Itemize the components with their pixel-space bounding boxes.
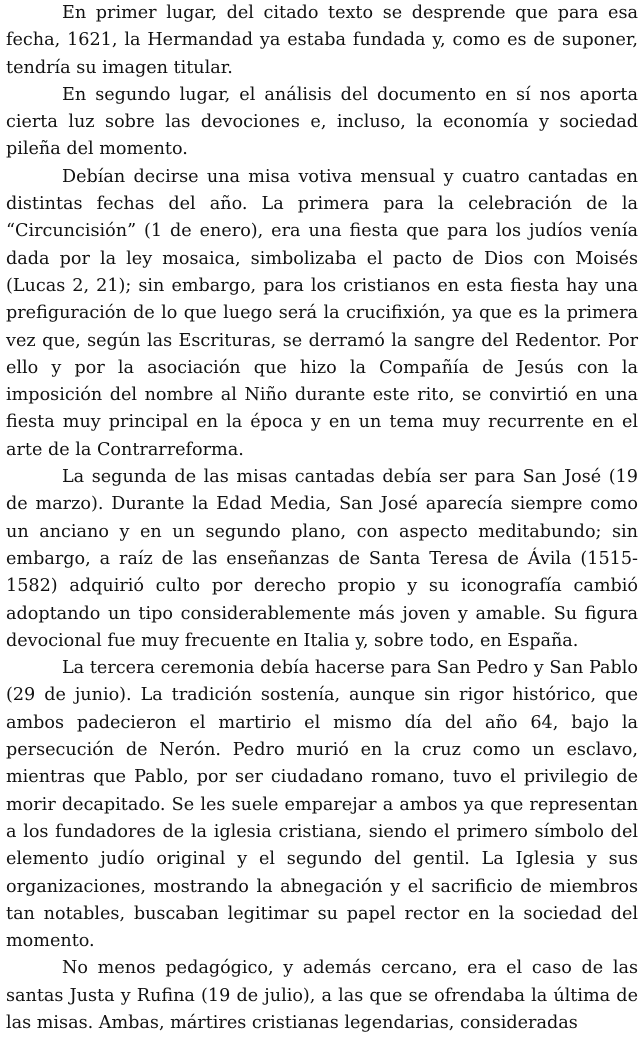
paragraph-circuncision: Debían decirse una misa votiva mensual y cuatro cantadas en distintas fechas del año. La primera para la celebración de la “Circuncisión” (1 de enero), era una fiesta que para los judíos venía dada por la ley mosaica, simbolizaba el pacto de Dios con Moisés (Lucas 2, 21); sin embargo, para los cristianos en esta fiesta hay una prefiguración de lo que luego será la crucifixión, ya que es la primera vez que, según las Escrituras, se derramó la sangre del Redentor. Por ello y por la asociación que hizo la Compañía de Jesús con la imposición del nombre al Niño durante este rito, se convirtió en una fiesta muy principal en la época y en un tema muy recurrente en el arte de la Contrarreforma. [6,166,638,460]
paragraph-analisis-documento: En segundo lugar, el análisis del documento en sí nos aporta cierta luz sobre las devociones e, incluso, la economía y sociedad pileña del momento. [6,84,638,160]
paragraph-san-pedro-san-pablo: La tercera ceremonia debía hacerse para San Pedro y San Pablo (29 de junio). La tradición sostenía, aunque sin rigor histórico, que ambos padecieron el martirio el mismo día del año 64, bajo la persecución de Nerón. Pedro murió en la cruz como un esclavo, mientras que Pablo, por ser ciudadano romano, tuvo el privilegio de morir decapitado. Se les suele emparejar a ambos ya que representan a los fundadores de la iglesia cristiana, siendo el primero símbolo del elemento judío original y el segundo del gentil. La Iglesia y sus organizaciones, mostrando la abnegación y el sacrificio de miembros tan notables, buscaban legitimar su papel rector en la sociedad del momento. [6,658,638,952]
paragraph-san-jose: La segunda de las misas cantadas debía ser para San José (19 de marzo). Durante la Edad Media, San José aparecía siempre como un anciano y en un segundo plano, con aspecto meditabundo; sin embargo, a raíz de las enseñanzas de Santa Teresa de Ávila (1515-1582) adquirió culto por derecho propio y su iconografía cambió adoptando un tipo considerablemente más joven y amable. Su figura devocional fue muy frecuente en Italia y, sobre todo, en España. [6,467,638,651]
paragraph-justa-rufina: No menos pedagógico, y además cercano, era el caso de las santas Justa y Rufina (19 de julio), a las que se ofrendaba la última de las misas. Ambas, mártires cristianas legendarias, consideradas [6,958,638,1033]
document-page [6,0,638,1037]
paragraph-hermandad-fundada: En primer lugar, del citado texto se desprende que para esa fecha, 1621, la Hermandad ya estaba fundada y, como es de suponer, tendría su imagen titular. [6,3,638,78]
